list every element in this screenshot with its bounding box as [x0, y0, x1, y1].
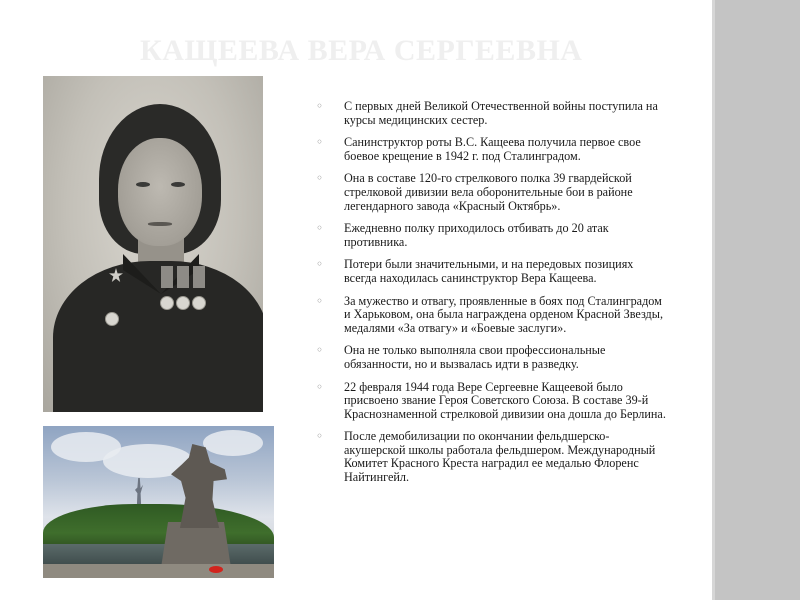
- bullet-list: [316, 100, 668, 494]
- list-item: [316, 172, 668, 213]
- list-item-text: Санинструктор роты В.С. Кащеева получила первое свое боевое крещение в 1942 г. под Сталинградом.: [344, 135, 641, 163]
- portrait-tunic: [53, 261, 263, 412]
- list-item: [316, 344, 668, 371]
- list-item: [316, 100, 668, 127]
- portrait-ribbon: [177, 266, 189, 288]
- portrait-face: [118, 138, 202, 246]
- list-item-text: Потери были значительными, и на передовых позициях всегда находилась санинструктор Вера Кащеева.: [344, 257, 634, 285]
- bullet-icon: ◦: [316, 379, 324, 394]
- bullet-icon: ◦: [316, 221, 324, 236]
- list-item: [316, 136, 668, 163]
- red-flowers: [209, 566, 223, 573]
- ground: [43, 564, 274, 578]
- portrait-medal-icon: [192, 296, 206, 310]
- portrait-right-eye: [171, 182, 185, 187]
- list-item-text: Она не только выполняла свои профессиональные обязанности, но и вызвалась идти в разведку.: [344, 343, 606, 371]
- bullet-icon: ◦: [316, 343, 324, 358]
- portrait-ribbon: [193, 266, 205, 288]
- list-item: [316, 295, 668, 336]
- bullet-icon: ◦: [316, 99, 324, 113]
- portrait-medal-icon: [176, 296, 190, 310]
- list-item: [316, 381, 668, 422]
- portrait-medal-icon: [105, 312, 119, 326]
- list-item: [316, 258, 668, 285]
- list-item-text: С первых дней Великой Отечественной войны поступила на курсы медицинских сестер.: [344, 99, 658, 127]
- statue-pedestal: [161, 522, 231, 568]
- portrait-photo: [43, 76, 263, 412]
- portrait-medal-icon: [160, 296, 174, 310]
- list-item: [316, 222, 668, 249]
- list-item-text: За мужество и отвагу, проявленные в боях под Сталинградом и Харьковом, она была награждена орденом Красной Звезды, медалями «За отвагу» и «Боевые заслуги».: [344, 293, 663, 335]
- water-pool: [43, 544, 274, 566]
- portrait-mouth: [148, 222, 172, 226]
- bullet-icon: ◦: [316, 293, 324, 308]
- monument-photo: [43, 426, 274, 578]
- bullet-icon: ◦: [316, 171, 324, 186]
- portrait-ribbon: [161, 266, 173, 288]
- portrait-left-eye: [136, 182, 150, 187]
- bullet-icon: ◦: [316, 135, 324, 150]
- list-item-text: Она в составе 120-го стрелкового полка 39 гвардейской стрелковой дивизии вела оборонительные бои в районе легендарного завода «Красный Октябрь».: [344, 171, 633, 213]
- list-item-text: После демобилизации по окончании фельдшерско-акушерской школы работала фельдшером. Международный Комитет Красного Креста наградил ее медалью Флоренс Найтингейл.: [344, 429, 656, 485]
- bullet-icon: ◦: [316, 257, 324, 272]
- right-decorative-band: [712, 0, 800, 600]
- list-item: [316, 430, 668, 484]
- list-item-text: Ежедневно полку приходилось отбивать до 20 атак противника.: [344, 221, 609, 249]
- right-band-edge: [712, 0, 715, 600]
- list-item-text: 22 февраля 1944 года Вере Сергеевне Кащеевой было присвоено звание Героя Советского Союза. В составе 39-й Краснознаменной стрелковой дивизии она дошла до Берлина.: [344, 379, 666, 421]
- cloud: [203, 430, 263, 456]
- bullet-icon: ◦: [316, 429, 324, 444]
- slide-title: КАЩЕЕВА ВЕРА СЕРГЕЕВНА: [140, 34, 583, 67]
